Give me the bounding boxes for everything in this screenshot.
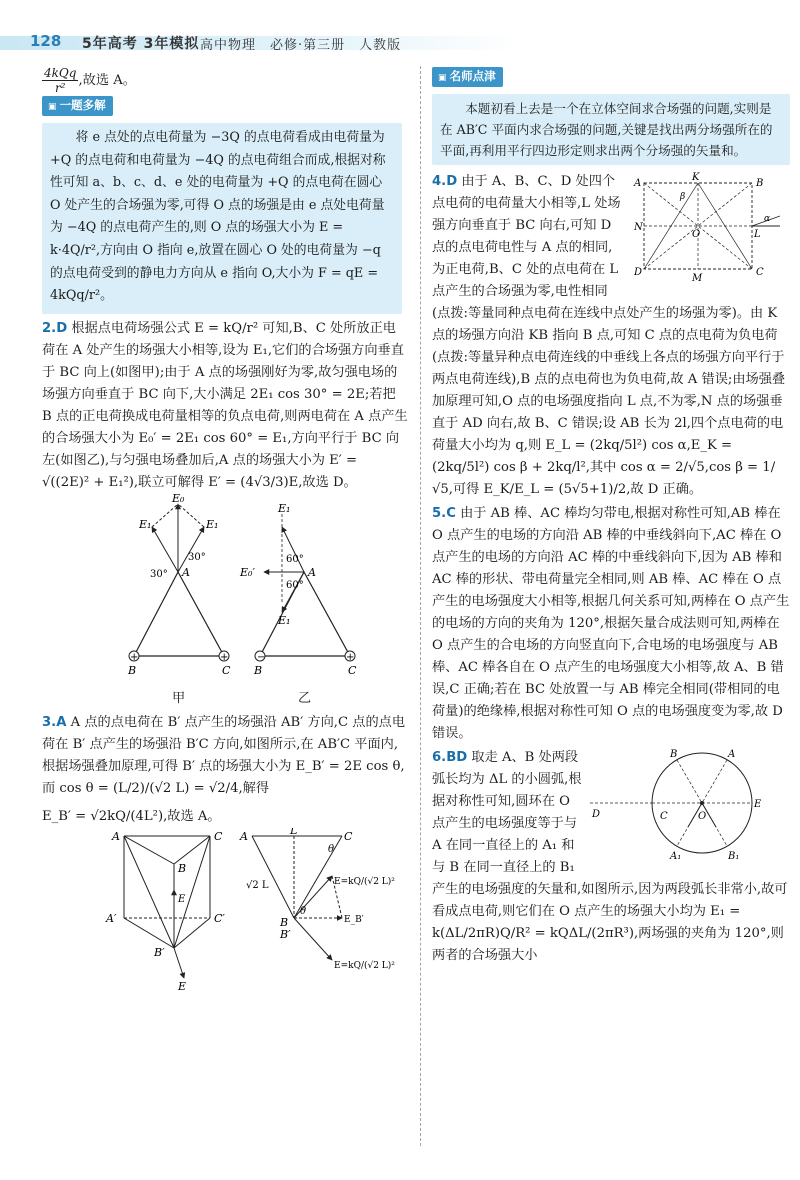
- question-3: 3.A A 点的点电荷在 B′ 点产生的场强沿 AB′ 方向,C 点的点电荷在 B′ 点产生的场强沿 B′C 方向,如图所示,在 AB′C 平面内,根据场强叠加原理,可得 B′ 点的场强大小为 E_B′ = 2E cos θ,而 cos θ = (L/2)/(√2 L) = √2/4,解得: [42, 714, 406, 796]
- svg-text:O: O: [692, 229, 701, 240]
- book-subject: 高中物理 必修·第三册 人教版: [200, 38, 402, 53]
- caption-yi: 乙: [298, 690, 312, 706]
- triangle-figures: [42, 494, 408, 684]
- svg-text:E_B′: E_B′: [344, 914, 364, 925]
- page-number: 128: [30, 32, 62, 50]
- multi-solution-box: [42, 123, 402, 314]
- svg-text:B′: B′: [154, 945, 165, 959]
- svg-text:C′: C′: [214, 911, 225, 925]
- figure-yi: [239, 502, 357, 677]
- page-header: [0, 32, 800, 58]
- column-divider: [420, 66, 421, 1146]
- question-4: A B D C K N M L O α β 4.D 由于 A、B、C、D 处四个点电荷的电荷量大小相等,L 处场强方向垂直于 BC 向右,可知 D 点的点电荷电性与 A 点的相同,为正电荷,B、C 处的点电荷在 L 点产生的合场强为零,电性相同(点拨:等量同种点电荷在连线中点处产生的场强为零)。由 K 点的场强方向沿 KB 指向 B 点,可知 C 点的点电荷为负电荷(点拨:等量异种点电荷连线的中垂线上各点的场强方向平行于两点电荷连线),B 点的点电荷也为负电荷,故 A 错误;由场强叠加原理可知,O 点的电场强度指向 L 点,不为零,N 点的场强垂直于 AD 向右,故 B、C 错误;设 AB 长为 2l,四个点电荷的电荷量大小均为 q,则 E_L = (2kq/5l²) cos α,E_K = (2kq/5l²) cos β + 2kq/l²,其中 cos α = 2/√5,cos β = 1/√5,可得 E_K/E_L = (5√5+1)/2,故 D 正确。: [432, 171, 790, 501]
- svg-text:α: α: [764, 214, 771, 224]
- svg-text:D: D: [634, 267, 643, 278]
- svg-text:+: +: [346, 651, 355, 663]
- svg-text:E₁: E₁: [278, 613, 291, 627]
- svg-text:B: B: [178, 861, 187, 875]
- teacher-tip-box: [432, 94, 790, 165]
- svg-text:−: −: [257, 651, 266, 663]
- svg-text:A₁: A₁: [670, 851, 682, 862]
- svg-text:E₁: E₁: [278, 501, 291, 515]
- question-3-result: E_B′ = √2kQ/(4L²),故选 A。: [42, 808, 221, 824]
- svg-text:C: C: [660, 811, 668, 822]
- svg-text:N: N: [634, 222, 643, 233]
- svg-text:A: A: [728, 749, 736, 760]
- fraction: $\frac{\text{4kQq}}{\text{r²}}$: [44, 66, 77, 95]
- square-charge-figure: [630, 171, 790, 283]
- svg-text:E: E: [754, 799, 762, 810]
- svg-text:E₁: E₁: [206, 517, 219, 531]
- svg-text:M: M: [692, 273, 703, 283]
- svg-text:C: C: [348, 663, 357, 677]
- svg-text:A: A: [112, 829, 120, 843]
- svg-text:√2 L: √2 L: [246, 879, 269, 891]
- teacher-tip-tag: ▣ 名师点津: [432, 67, 503, 87]
- book-series: 5年高考 3年模拟: [82, 36, 200, 52]
- svg-text:θ: θ: [328, 843, 335, 855]
- left-column: [42, 66, 408, 1016]
- svg-text:β: β: [680, 192, 686, 202]
- svg-text:A′: A′: [106, 911, 117, 925]
- ring-figure: [590, 747, 790, 867]
- svg-text:B₁: B₁: [728, 851, 740, 862]
- svg-text:A: A: [308, 565, 316, 579]
- teacher-tip-text: 本题初看上去是一个在立体空间求合场强的问题,实则是在 AB′C 平面内求合场强的问题,关键是找出两分场强所在的平面,再利用平行四边形定则求出两个分场强的矢量和。: [440, 101, 773, 158]
- prism-figure: [42, 828, 408, 1008]
- multi-solution-tag: ▣ 一题多解: [42, 96, 113, 116]
- svg-text:E: E: [178, 893, 186, 905]
- svg-text:E: E: [178, 979, 187, 993]
- svg-text:+: +: [220, 651, 229, 663]
- svg-text:D: D: [592, 809, 601, 820]
- svg-text:L: L: [754, 229, 761, 240]
- svg-text:C: C: [222, 663, 231, 677]
- figure-jia: [127, 494, 231, 677]
- question-2: 2.D 根据点电荷场强公式 E = kQ/r² 可知,B、C 处所放正电荷在 A 处产生的场强大小相等,设为 E₁,它们的合场强方向垂直于 BC 向上(如图甲);由于 A 点的场强刚好为零,故匀强电场的场强方向垂直于 BC 向下,大小满足 2E₁ cos 30° = 2E;若把 B 点的正电荷换成电荷量相等的负点电荷,则两电荷在 A 点产生的合场强大小为 E₀′ = 2E₁ cos 60° = E₁,方向平行于 BC 向左(如图乙),与匀强电场叠加后,A 点的场强大小为 E′ = √((2E)² + E₁²),联立可解得 E′ = (4√3/3)E,故选 D。: [42, 320, 408, 490]
- svg-text:A: A: [634, 178, 642, 189]
- svg-text:B: B: [280, 915, 289, 929]
- prism-right: [239, 828, 395, 971]
- multi-solution-text: 将 e 点处的点电荷量为 −3Q 的点电荷看成由电荷量为 +Q 的点电荷和电荷量为 −4Q 的点电荷组合而成,根据对称性可知 a、b、c、d、e 处的电荷量为 +Q 的点电荷在圆心 O 处产生的合场强为零,可得 O 点的场强是由 e 点处电荷量为 −4Q 的点电荷产生的,则 O 点的场强大小为 E = k·4Q/r²,方向由 O 指向 e,放置在圆心 O 处的电荷量为 −q 的点电荷受到的静电力方向从 e 指向 O,大小为 F = qE = 4kQq/r²。: [50, 130, 386, 304]
- svg-text:B′: B′: [280, 927, 291, 941]
- svg-text:B: B: [128, 663, 137, 677]
- svg-text:L: L: [290, 827, 298, 837]
- svg-text:30°: 30°: [150, 568, 168, 580]
- svg-text:E=kQ/(√2 L)²: E=kQ/(√2 L)²: [334, 876, 395, 887]
- svg-text:B: B: [254, 663, 263, 677]
- svg-text:60°: 60°: [286, 553, 304, 565]
- svg-text:C: C: [214, 829, 223, 843]
- svg-text:O: O: [698, 811, 707, 822]
- svg-text:30°: 30°: [188, 551, 206, 563]
- svg-text:θ: θ: [300, 905, 307, 917]
- figure-captions: [42, 692, 408, 712]
- svg-text:K: K: [692, 172, 700, 183]
- right-column: [432, 66, 790, 967]
- svg-text:B: B: [670, 749, 678, 760]
- svg-text:E₁: E₁: [139, 517, 152, 531]
- question-6-text: 取走 A、B 处两段弧长均为 ΔL 的小圆弧,根据对称性可知,圆环在 O 点产生的电场强度等于与 A 在同一直径上的 A₁ 和与 B 在同一直径上的 B₁ 产生的电场强度的矢量和,如图所示,因为两段弧长非常小,故可看成点电荷,则它们在 O 点产生的场强大小均为 E₁ = k(ΔL/2πR)Q/R² = kQΔL/(2πR³),两场强的夹角为 120°,则两者的合场强大小: [432, 750, 788, 963]
- svg-text:E₀: E₀: [172, 493, 185, 505]
- svg-text:+: +: [130, 651, 139, 663]
- svg-text:A: A: [182, 565, 190, 579]
- svg-text:E=kQ/(√2 L)²: E=kQ/(√2 L)²: [334, 960, 395, 971]
- svg-text:A: A: [240, 829, 248, 843]
- question-5-text: 由于 AB 棒、AC 棒均匀带电,根据对称性可知,AB 棒在 O 点产生的电场的方向沿 AB 棒的中垂线斜向下,AC 棒在 O 点产生的电场的方向沿 AC 棒的中垂线斜向下,因为 AB 棒和 AC 棒的形状、带电荷量完全相同,则 AB 棒、AC 棒在 O 点产生的电场强度大小相等,根据几何关系可知,两棒在 O 点产生的电场的方向的夹角为 120°,根据矢量合成法则可知,两棒在 O 点产生的合电场的方向竖直向下,合电场的电场强度与 AB 棒、AC 棒各自在 O 点产生的电场强度大小相等,故 A、B 错误,C 正确;若在 BC 处放置一与 AB 棒完全相同(带相同的电荷量)的绝缘棒,根据对称性可知 O 点的电场强度变为零,故 D 错误。: [432, 506, 790, 741]
- caption-jia: 甲: [172, 690, 186, 706]
- question-4-text: 由于 A、B、C、D 处四个点电荷的电荷量大小相等,L 处场强方向垂直于 BC 向右,可知 D 点的点电荷电性与 A 点的相同,为正电荷,B、C 处的点电荷在 L 点产生的合场强为零,电性相同(点拨:等量同种点电荷在连线中点处产生的场强为零)。由 K 点的场强方向沿 KB 指向 B 点,可知 C 点的点电荷为负电荷(点拨:等量异种点电荷连线的中垂线上各点的场强方向平行于两点电荷连线),B 点的点电荷也为负电荷,故 A 错误;由场强叠加原理可知,O 点的电场强度指向 L 点,不为零,N 点的场强垂直于 AD 向右,故 B、C 错误;设 AB 长为 2l,四个点电荷的电荷量大小均为 q,则 E_L = (2kq/5l²) cos α,E_K = (2kq/5l²) cos β + 2kq/l²,其中 cos α = 2/√5,cos β = 1/√5,可得 E_K/E_L = (5√5+1)/2,故 D 正确。: [432, 174, 786, 497]
- question-6: B A E C O D A₁ B₁ 6.BD 取走 A、B 处两段弧长均为 ΔL 的小圆弧,根据对称性可知,圆环在 O 点产生的电场强度等于与 A 在同一直径上的 A₁ 和与 B 在同一直径上的 B₁ 产生的电场强度的矢量和,如图所示,因为两段弧长非常小,故可看成点电荷,则它们在 O 点产生的场强大小均为 E₁ = k(ΔL/2πR)Q/R² = kQΔL/(2πR³),两场强的夹角为 120°,则两者的合场强大小: [432, 747, 790, 967]
- svg-text:E₀′: E₀′: [240, 565, 255, 579]
- svg-text:B: B: [756, 178, 764, 189]
- prev-answer-tail: $\frac{\text{4kQq}}{\text{r²}}$ ,故选 A。: [44, 66, 136, 95]
- question-5: 5.C 由于 AB 棒、AC 棒均匀带电,根据对称性可知,AB 棒在 O 点产生的电场的方向沿 AB 棒的中垂线斜向下,AC 棒在 O 点产生的电场的方向沿 AC 棒的中垂线斜向下,因为 AB 棒和 AC 棒的形状、带电荷量完全相同,则 AB 棒、AC 棒在 O 点产生的电场强度大小相等,根据几何关系可知,两棒在 O 点产生的电场的方向的夹角为 120°,根据矢量合成法则可知,两棒在 O 点产生的合电场的方向竖直向下,合电场的电场强度与 AB 棒、AC 棒各自在 O 点产生的电场强度大小相等,故 A、B 错误,C 正确;若在 BC 处放置一与 AB 棒完全相同(带相同的电荷量)的绝缘棒,根据对称性可知 O 点的电场强度变为零,故 D 错误。: [432, 506, 790, 741]
- svg-text:C: C: [756, 267, 764, 278]
- svg-text:C: C: [344, 829, 353, 843]
- prism-left: [105, 830, 225, 993]
- svg-text:60°: 60°: [286, 579, 304, 591]
